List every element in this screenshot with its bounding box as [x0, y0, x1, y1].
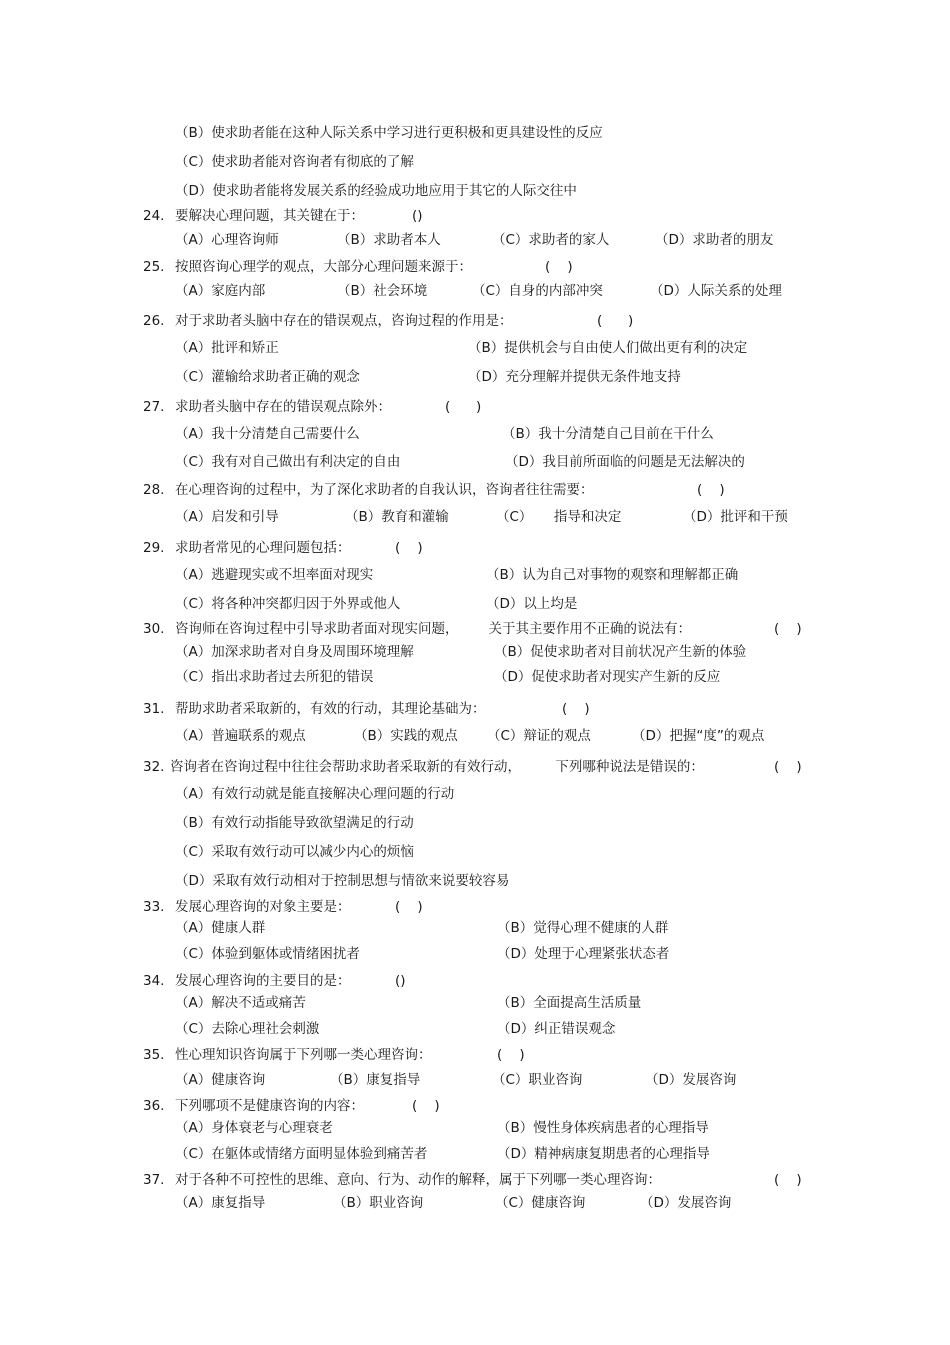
option-d: （D）发展咨询: [640, 1195, 732, 1211]
question-stem: 求助者常见的心理问题包括：: [175, 540, 351, 556]
question-number: 31.: [143, 701, 165, 717]
option-d: （D）处理于心理紧张状态者: [497, 946, 670, 962]
option-d: （D）求助者的朋友: [655, 232, 774, 248]
question-number: 35.: [143, 1047, 165, 1063]
question-number: 36.: [143, 1098, 165, 1114]
option-b: （B）提供机会与自由使人们做出更有利的决定: [468, 340, 748, 356]
question-stem: 对于各种不可控性的思维、意向、行为、动作的解释，属于下列哪一类心理咨询：: [175, 1172, 661, 1188]
question-stem: 对于求助者头脑中存在的错误观点，咨询过程的作用是：: [175, 313, 513, 329]
option-d: （D）纠正错误观念: [497, 1021, 616, 1037]
option-d: （D）充分理解并提供无条件地支持: [468, 369, 681, 385]
option-a: （A）解决不适或痛苦: [175, 995, 306, 1011]
option-b: （B）我十分清楚自己目前在干什么: [502, 426, 714, 442]
option-q23-c: （C）使求助者能对咨询者有彻底的了解: [175, 154, 414, 170]
question-stem: 发展心理咨询的对象主要是：: [175, 899, 351, 915]
option-c: （C）将各种冲突都归因于外界或他人: [175, 596, 401, 612]
question-number: 27.: [143, 399, 165, 415]
option-d: （D）促使求助者对现实产生新的反应: [494, 669, 721, 685]
option-a: （A）普遍联系的观点: [175, 728, 306, 744]
question-number: 30.: [143, 621, 165, 637]
option-a: （A）健康咨询: [175, 1072, 266, 1088]
question-number: 24.: [143, 208, 165, 224]
option-d: （D）把握“度”的观点: [632, 728, 765, 744]
option-a: （A）逃避现实或不坦率面对现实: [175, 567, 374, 583]
option-a: （A）康复指导: [175, 1195, 266, 1211]
option-d: （D）以上均是: [486, 596, 578, 612]
answer-blank: ( ): [545, 259, 573, 275]
option-c: （C） 指导和决定: [496, 509, 622, 525]
option-c: （C）我有对自己做出有利决定的自由: [175, 454, 401, 470]
option-b: （B）社会环境: [337, 283, 428, 299]
question-number: 34.: [143, 973, 165, 989]
question-number: 37.: [143, 1172, 165, 1188]
option-c: （C）在躯体或情绪方面明显体验到痛苦者: [175, 1146, 428, 1162]
question-stem: 咨询者在咨询过程中往往会帮助求助者采取新的有效行动， 下列哪种说法是错误的：: [170, 759, 704, 775]
option-q23-b: （B）使求助者能在这种人际关系中学习进行更积极和更具建设性的反应: [175, 125, 603, 141]
option-b: （B）实践的观点: [354, 728, 458, 744]
option-d: （D）发展咨询: [645, 1072, 737, 1088]
option-b: （B）职业咨询: [333, 1195, 424, 1211]
question-number: 26.: [143, 313, 165, 329]
option-a: （A）批评和矫正: [175, 340, 279, 356]
option-b: （B）求助者本人: [337, 232, 441, 248]
answer-blank: ( ): [774, 1172, 802, 1188]
option-c: （C）职业咨询: [492, 1072, 583, 1088]
option-a: （A）启发和引导: [175, 509, 279, 525]
option-a: （A）加深求助者对自身及周围环境理解: [175, 644, 414, 660]
option-c: （C）灌输给求助者正确的观念: [175, 369, 360, 385]
option-c: （C）采取有效行动可以减少内心的烦恼: [175, 844, 414, 860]
answer-blank: ( ): [562, 701, 590, 717]
question-stem: 咨询师在咨询过程中引导求助者面对现实问题， 关于其主要作用不正确的说法有：: [175, 621, 692, 637]
question-number: 28.: [143, 482, 165, 498]
option-a: （A）健康人群: [175, 920, 266, 936]
option-d: （D）批评和干预: [683, 509, 788, 525]
option-c: （C）自身的内部冲突: [472, 283, 603, 299]
option-a: （A）身体衰老与心理衰老: [175, 1120, 333, 1136]
option-b: （B）康复指导: [330, 1072, 421, 1088]
question-number: 29.: [143, 540, 165, 556]
question-stem: 在心理咨询的过程中，为了深化求助者的自我认识，咨询者往往需要：: [175, 482, 594, 498]
option-c: （C）指出求助者过去所犯的错误: [175, 669, 374, 685]
option-b: （B）认为自己对事物的观察和理解都正确: [486, 567, 739, 583]
answer-blank: ( ): [445, 399, 482, 415]
answer-blank: (): [395, 973, 406, 989]
answer-blank: (): [412, 208, 423, 224]
option-c: （C）体验到躯体或情绪困扰者: [175, 946, 360, 962]
answer-blank: ( ): [774, 621, 802, 637]
option-b: （B）全面提高生活质量: [497, 995, 642, 1011]
option-b: （B）教育和灌输: [345, 509, 449, 525]
question-stem: 发展心理咨询的主要目的是：: [175, 973, 351, 989]
option-c: （C）健康咨询: [495, 1195, 586, 1211]
answer-blank: ( ): [395, 540, 423, 556]
answer-blank: ( ): [497, 1047, 525, 1063]
option-c: （C）去除心理社会刺激: [175, 1021, 320, 1037]
answer-blank: ( ): [395, 899, 423, 915]
option-a: （A）心理咨询师: [175, 232, 279, 248]
answer-blank: ( ): [597, 313, 634, 329]
answer-blank: ( ): [412, 1098, 440, 1114]
option-b: （B）有效行动指能导致欲望满足的行动: [175, 815, 414, 831]
option-c: （C）辩证的观点: [487, 728, 591, 744]
option-d: （D）人际关系的处理: [650, 283, 782, 299]
option-b: （B）促使求助者对目前状况产生新的体验: [494, 644, 747, 660]
option-a: （A）家庭内部: [175, 283, 266, 299]
option-a: （A）我十分清楚自己需要什么: [175, 426, 360, 442]
question-number: 32.: [143, 759, 165, 775]
option-b: （B）慢性身体疾病患者的心理指导: [497, 1120, 709, 1136]
option-d: （D）我目前所面临的问题是无法解决的: [505, 454, 745, 470]
option-d: （D）采取有效行动相对于控制思想与情欲来说要较容易: [175, 873, 510, 889]
question-stem: 按照咨询心理学的观点，大部分心理问题来源于：: [175, 259, 472, 275]
question-number: 33.: [143, 899, 165, 915]
question-stem: 性心理知识咨询属于下列哪一类心理咨询：: [175, 1047, 432, 1063]
option-d: （D）精神病康复期患者的心理指导: [497, 1146, 710, 1162]
question-stem: 求助者头脑中存在的错误观点除外：: [175, 399, 391, 415]
option-a: （A）有效行动就是能直接解决心理问题的行动: [175, 786, 455, 802]
option-b: （B）觉得心理不健康的人群: [497, 920, 669, 936]
option-c: （C）求助者的家人: [492, 232, 610, 248]
answer-blank: ( ): [697, 482, 725, 498]
option-q23-d: （D）使求助者能将发展关系的经验成功地应用于其它的人际交往中: [175, 183, 577, 199]
question-number: 25.: [143, 259, 165, 275]
answer-blank: ( ): [774, 759, 802, 775]
question-stem: 下列哪项不是健康咨询的内容：: [175, 1098, 364, 1114]
question-stem: 帮助求助者采取新的，有效的行动，其理论基础为：: [175, 701, 486, 717]
question-stem: 要解决心理问题，其关键在于：: [175, 208, 364, 224]
